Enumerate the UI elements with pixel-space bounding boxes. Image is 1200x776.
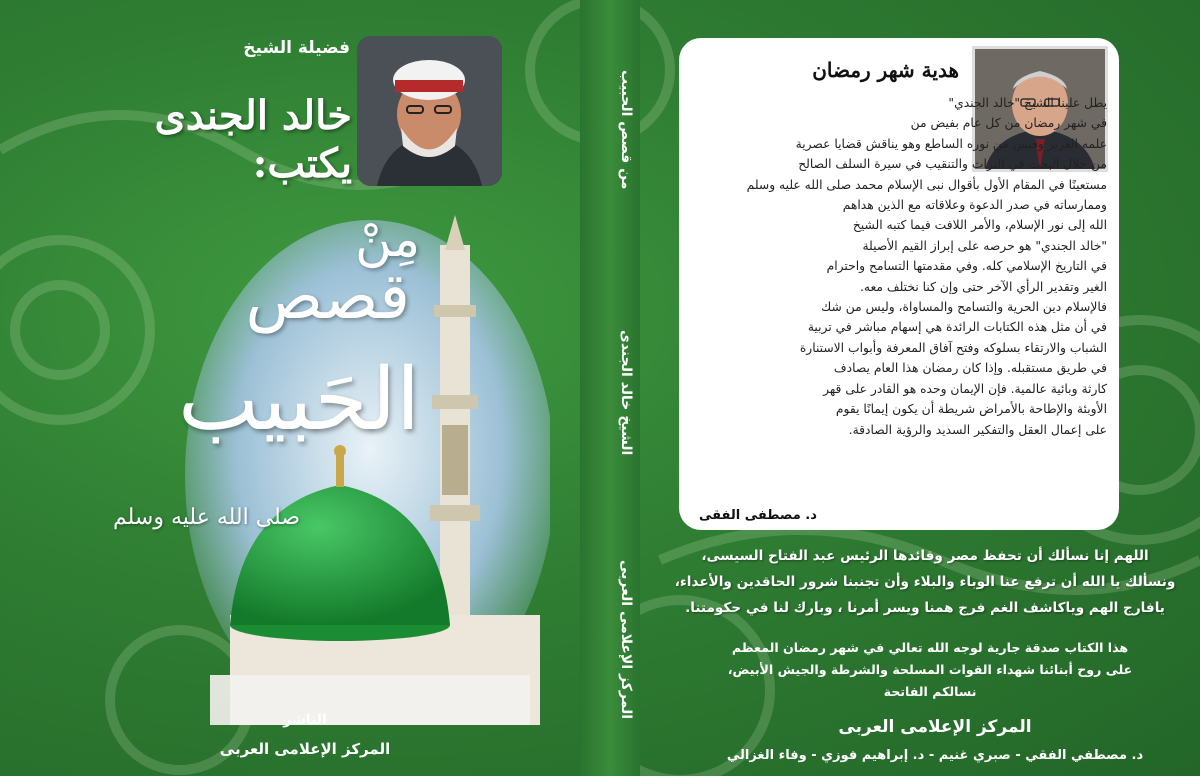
title-word-min: مِنْ — [355, 210, 420, 268]
card-body-line: فالإسلام دين الحرية والتسامح والمساواة، وليس من شك — [821, 300, 1107, 315]
card-body-line: "خالد الجندي" هو حرصه على إبراز القيم الأصيلة — [862, 238, 1107, 253]
card-body-line: يطل علينا الشيخ "خالد الجندي" — [948, 96, 1107, 110]
title-word-qasas: قصص — [245, 260, 410, 334]
card-body-line: علمه الغزير وقبس من نوره الساطع وهو يناقش قضايا عصرية — [795, 136, 1107, 151]
dedication-line-1: هذا الكتاب صدقة جارية لوجه الله تعالي في شهر رمضان المعظم — [731, 640, 1129, 655]
spine-author: الشيخ خالد الجندى — [618, 330, 634, 456]
sheikh-portrait — [357, 36, 502, 186]
card-body-line: في التاريخ الإسلامي كله. وفي مقدمتها التسامح واحترام — [826, 259, 1107, 274]
card-body-line: وممارساته في صدر الدعوة وعلاقاته مع الذين هداهم — [842, 198, 1107, 213]
team-names: د. مصطفي الفقي - صبري غنيم - د. إبراهيم فوزي - وفاء الغزالي — [726, 748, 1144, 763]
card-body-line: في شهر رمضان من كل عام بفيض من — [910, 116, 1107, 131]
front-cover — [0, 0, 580, 776]
publisher-label: الناشر — [283, 712, 327, 728]
card-body-text — [689, 93, 1107, 440]
writes-label: يكتب: — [252, 140, 352, 187]
card-body-line: في طريق مستقبله. وإذا كان رمضان هذا العام يصادف — [833, 361, 1107, 376]
card-body-line: الشباب والارتقاء بسلوكه وفتح آفاق المعرفة وأبواب الاستنارة — [799, 340, 1107, 355]
spine-title: من قصص الحبيب — [618, 70, 634, 190]
publisher-name: المركز الإعلامى العربى — [219, 740, 391, 758]
card-body-line: من خلال البحث في التراث والتنقيب في سيرة السلف الصالح — [798, 157, 1107, 172]
signature: د. مصطفى الفقى — [699, 508, 817, 523]
sheikh-label: فضيلة الشيخ — [243, 38, 350, 58]
salawat-text: صلى الله عليه وسلم — [113, 505, 300, 530]
prayer-line-2: ونسألك يا الله أن ترفع عنا الوباء والبلاء وأن تجنبنا شرور الحاقدين والأعداء، — [674, 574, 1176, 590]
gift-card — [679, 38, 1119, 530]
sheikh-name: خالد الجندى — [154, 92, 352, 139]
card-body-line: الغير وتقدير الرأي الآخر حتى وإن كنا نختلف معه. — [859, 279, 1107, 294]
card-body-line: مستعينًا في المقام الأول بأقوال نبى الإسلام محمد صلى الله عليه وسلم — [746, 177, 1107, 192]
card-title: هدية شهر رمضان — [812, 58, 959, 82]
prayer-line-3: يافارج الهم وياكاشف الغم فرج همنا ويسر أمرنا ، وبارك لنا في حكومتنا. — [685, 600, 1165, 616]
spine-publisher: المركز الإعلامى العربى — [618, 560, 634, 720]
book-spine — [580, 0, 640, 776]
prayer-line-1: اللهم إنا نسألك أن تحفظ مصر وقائدها الرئيس عبد الفتاح السيسى، — [701, 548, 1149, 564]
card-body-line: على إعمال العقل والتفكير السديد والرؤية الصادقة. — [848, 422, 1107, 437]
dedication-line-3: نسالكم الفاتحة — [883, 684, 977, 699]
card-body-line: الأوبئة والإطاحة بالأمراض شريطة أن يكون إيمانًا يقوم — [835, 402, 1107, 417]
dedication-line-2: على روح أبنائنا شهداء القوات المسلحة والشرطة والجيش الأبيض، — [727, 662, 1133, 677]
title-word-habib: الحَبيب — [178, 350, 420, 450]
card-body-line: في أن مثل هذه الكتابات الرائدة هي إسهام مباشر في تربية — [807, 320, 1107, 335]
card-body-line: كارثة وبائية عالمية. فإن الإيمان وحده هو القادر على قهر — [823, 381, 1107, 396]
media-center-name: المركز الإعلامى العربى — [838, 717, 1032, 737]
card-body-line: الله إلى نور الإسلام، والأمر اللافت فيما كتبه الشيخ — [852, 218, 1107, 233]
